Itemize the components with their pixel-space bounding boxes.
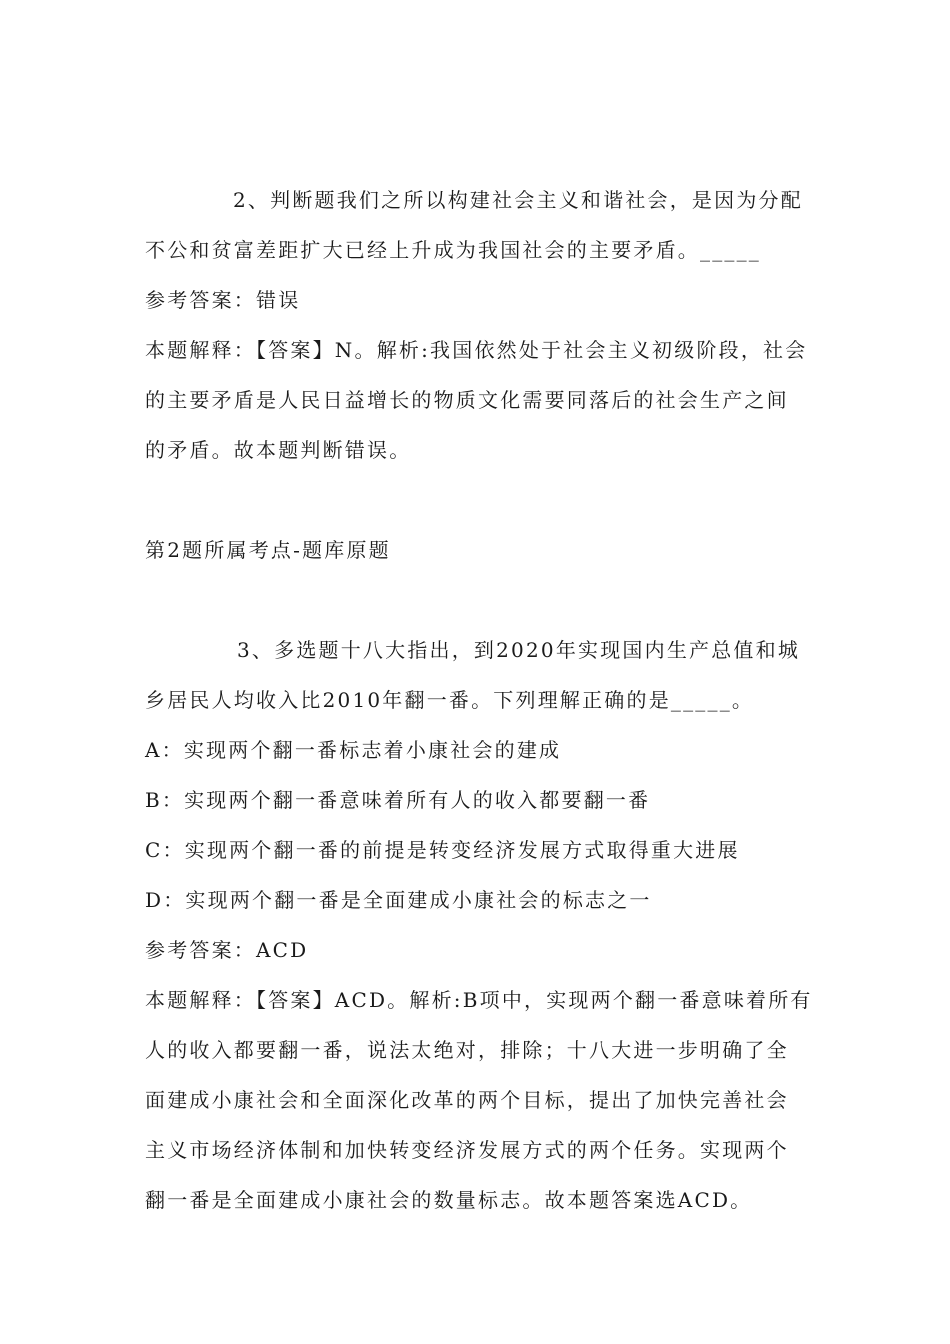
q3-option-d: D：实现两个翻一番是全面建成小康社会的标志之一 bbox=[145, 888, 652, 912]
q3-stem-line-2: 乡居民人均收入比2010年翻一番。下列理解正确的是_____。 bbox=[145, 688, 755, 712]
q3-explanation-line-4: 主义市场经济体制和加快转变经济发展方式的两个任务。实现两个 bbox=[145, 1138, 789, 1162]
q2-topic: 第2题所属考点-题库原题 bbox=[145, 538, 391, 562]
q2-explanation-line-3: 的矛盾。故本题判断错误。 bbox=[145, 438, 412, 462]
q3-option-c: C：实现两个翻一番的前提是转变经济发展方式取得重大进展 bbox=[145, 838, 740, 862]
q2-explanation-line-2: 的主要矛盾是人民日益增长的物质文化需要同落后的社会生产之间 bbox=[145, 388, 789, 412]
q3-explanation-line-2: 人的收入都要翻一番，说法太绝对，排除；十八大进一步明确了全 bbox=[145, 1038, 789, 1062]
q2-explanation-line-1: 本题解释：【答案】N。解析:我国依然处于社会主义初级阶段，社会 bbox=[145, 338, 808, 362]
q3-option-a: A：实现两个翻一番标志着小康社会的建成 bbox=[145, 738, 562, 762]
q3-answer: 参考答案：ACD bbox=[145, 938, 309, 962]
q3-explanation-line-3: 面建成小康社会和全面深化改革的两个目标，提出了加快完善社会 bbox=[145, 1088, 789, 1112]
q3-explanation-line-1: 本题解释：【答案】ACD。解析:B项中，实现两个翻一番意味着所有 bbox=[145, 988, 813, 1012]
q3-option-b: B：实现两个翻一番意味着所有人的收入都要翻一番 bbox=[145, 788, 651, 812]
q2-stem-line-2: 不公和贫富差距扩大已经上升成为我国社会的主要矛盾。_____ bbox=[145, 238, 761, 262]
q2-stem-line-1: 2、判断题我们之所以构建社会主义和谐社会，是因为分配 bbox=[233, 188, 803, 212]
q3-stem-line-1: 3、多选题十八大指出，到2020年实现国内生产总值和城 bbox=[237, 638, 801, 662]
q2-answer: 参考答案：错误 bbox=[145, 288, 301, 312]
q3-explanation-line-5: 翻一番是全面建成小康社会的数量标志。故本题答案选ACD。 bbox=[145, 1188, 753, 1212]
